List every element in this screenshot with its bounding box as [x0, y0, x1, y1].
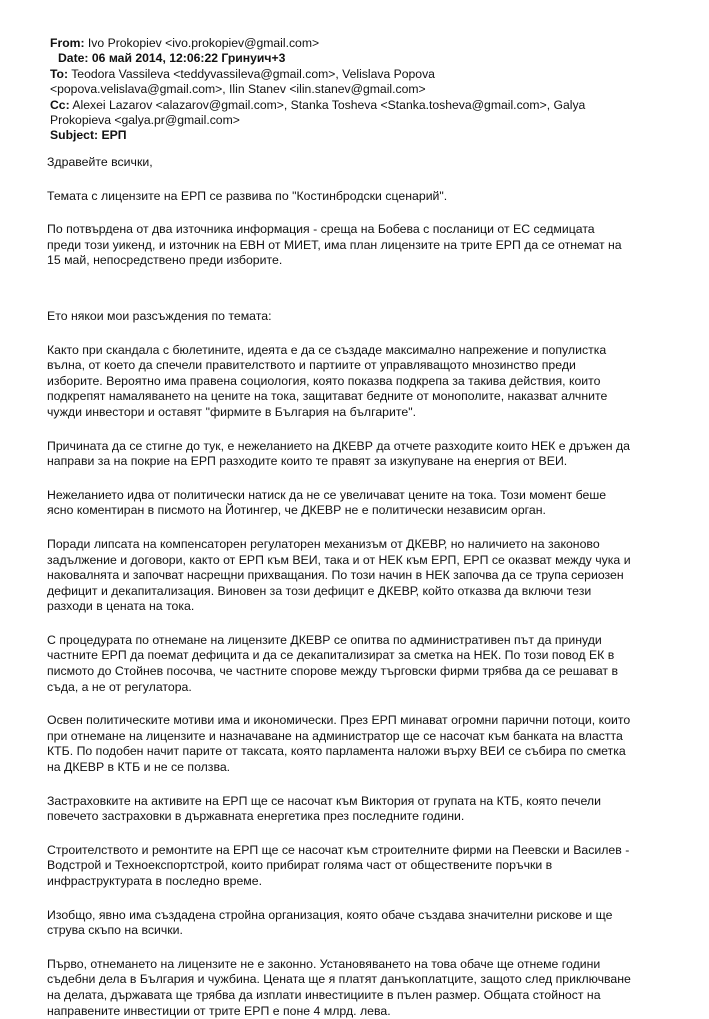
- from-line: [50, 36, 690, 51]
- to-line: [50, 67, 690, 82]
- to-line-2: <popova.velislava@gmail.com>, Ilin Stanev <ilin.stanev@gmail.com>: [50, 82, 426, 97]
- paragraph-1: Темата с лицензите на ЕРП се развива по "Костинбродски сценарий".: [47, 188, 448, 203]
- greeting: Здравейте всички,: [47, 155, 153, 169]
- paragraph-5: Причината да се стигне до тук, е нежеланието на ДКЕВР да отчете разходите които НЕК е дръжен да направи за на покрие на ЕРП разходите които те правят за изкупуване на енергия от ВЕИ.: [47, 438, 630, 469]
- to-label: To:: [50, 66, 69, 81]
- email-header: [50, 36, 690, 144]
- cc-line-2: Prokopieva <galya.pr@gmail.com>: [50, 113, 240, 128]
- paragraph-8: С процедурата по отнемане на лицензите ДКЕВР се опитва по административен път да принуди частните ЕРП да поемат дефицита и да се декапитализират за сметка на НЕК. По този повод ЕК в писмото до Стойнев посочва, че частните спорове между търговски фирми трябва да се решават в съда, а не от регулатора.: [47, 632, 618, 694]
- paragraph-12: Изобщо, явно има създадена стройна организация, която обаче създава значителни рискове и ще струва скъпо на всички.: [47, 907, 613, 938]
- cc-line: [50, 98, 690, 113]
- date-line: [50, 51, 690, 66]
- email-body: [47, 155, 692, 1019]
- paragraph-4: Както при скандала с бюлетините, идеята е да се създаде максимално напрежение и популистка вълна, от което да спечели правителството и партиите от управляващото мнозинство преди изборите. Вероятно има правена социология, която показва подкрепа за такива действия, които подкрепят намаляването на цените на тока, защитават бедните от монополите, наказват алчните чужди инвестори и оставят "фирмите в България на българите".: [47, 342, 608, 419]
- paragraph-7: Поради липсата на компенсаторен регулаторен механизъм от ДКЕВР, но наличието на законово задължение и договори, както от ЕРП към ВЕИ, така и от НЕК към ЕРП, ЕРП се оказват между чука и наковалнята и започват насрещни прихващания. По този начин в НЕК започва да се трупа сериозен дефицит и декапитализация. Виновен за този дефицит е ДКЕВР, който отказва да включи тези разходи в цената на тока.: [47, 536, 631, 614]
- paragraph-3: Ето някои мои разсъждения по темата:: [47, 308, 272, 323]
- paragraph-2: По потвърдена от два източника информация - среща на Бобева с посланици от ЕС седмицата преди този уикенд, и източник на ЕВН от МИЕТ, има план лицензите на трите ЕРП да се отнемат на 15 май, непосредствено преди изборите.: [47, 222, 622, 268]
- paragraph-9: Освен политическите мотиви има и икономически. През ЕРП минават огромни парични потоци, които при отнемане на лицензите и назначаване на администратор ще се насочат към банката на властта КТБ. По подобен начит парите от таксата, която парламента наложи върху ВЕИ се събира по сметка на ДКЕВР в КТБ и не се ползва.: [47, 713, 631, 775]
- subject-line: [50, 128, 690, 143]
- from-label: From:: [50, 36, 85, 50]
- date-value: 06 май 2014, 12:06:22 Гринуич+3: [91, 51, 286, 66]
- subject-label: Subject:: [50, 128, 99, 143]
- date-label: Date:: [58, 51, 89, 66]
- paragraph-10: Застраховките на активите на ЕРП ще се насочат към Виктория от групата на КТБ, която печели повечето застраховки в държавната енергетика през последните години.: [47, 793, 601, 824]
- paragraph-6: Нежеланието идва от политически натиск да не се увеличават цените на тока. Този момент беше ясно коментиран в писмото на Йотингер, че ДКЕВР не е политически независим орган.: [47, 487, 607, 518]
- cc-line-1: Alexei Lazarov <alazarov@gmail.com>, Stanka Tosheva <Stanka.tosheva@gmail.com>, Galya: [72, 97, 586, 112]
- paragraph-13: Първо, отнемането на лицензите не е законно. Установяването на това обаче ще отнеме години съдебни дела в България и чужбина. Цената ще я платят данъкоплатците, защото след приключване на делата, държавата ще трябва да изплати инвестициите в пълен размер. Общата стойност на направените инвестиции от трите ЕРП е поне 4 млрд. лева.: [47, 956, 631, 1018]
- from-value: Ivo Prokopiev <ivo.prokopiev@gmail.com>: [87, 36, 320, 50]
- cc-label: Cc:: [50, 97, 70, 112]
- subject-value: ЕРП: [101, 128, 127, 143]
- to-line-1: Teodora Vassileva <teddyvassileva@gmail.com>, Velislava Popova: [71, 66, 435, 81]
- paragraph-11: Строителството и ремонтите на ЕРП ще се насочат към строителните фирми на Пеевски и Василев - Водстрой и Техноекспортстрой, които прибират голяма част от обществените поръчки в инфраструктурата в последно време.: [47, 842, 630, 888]
